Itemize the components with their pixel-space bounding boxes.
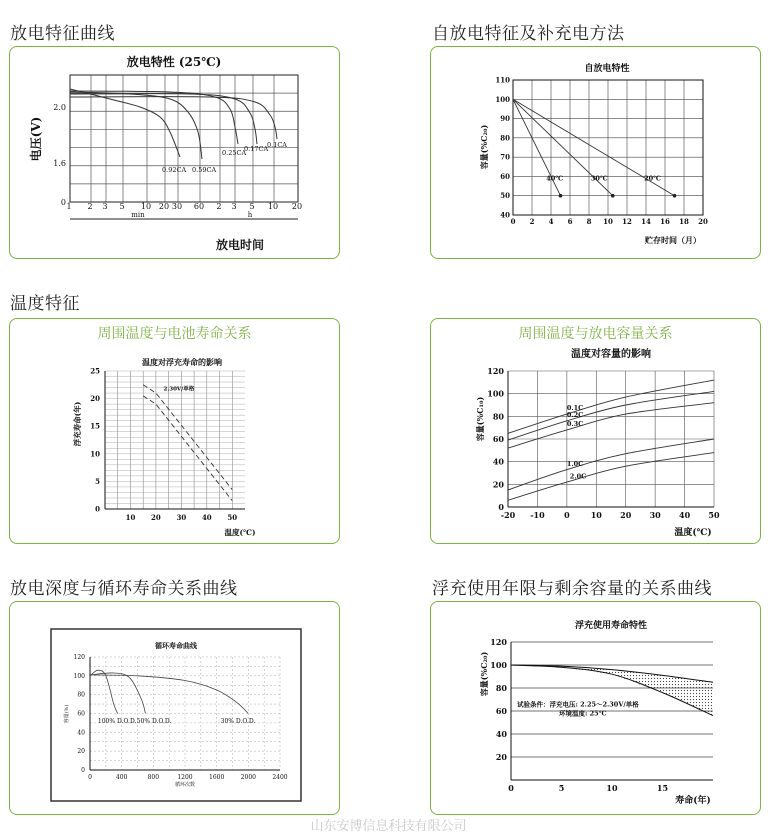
- y-tick-label: 0: [81, 767, 85, 774]
- y-tick-label: 0: [95, 504, 100, 514]
- series-point: [611, 194, 615, 198]
- life-chart: [10, 319, 339, 543]
- x-tick-label: 30: [171, 202, 183, 211]
- series-label: 1.0C: [566, 459, 584, 468]
- y-tick-label: 15: [90, 421, 100, 431]
- y-tick-label: 60: [495, 706, 507, 716]
- series-label: 0.92CA: [162, 166, 187, 174]
- x-tick-label: 1: [66, 202, 72, 211]
- y-tick-label: 50: [500, 191, 510, 201]
- float-chart: [431, 602, 760, 814]
- y-tick-label: 0: [60, 198, 66, 207]
- discharge-curve: [70, 91, 238, 144]
- x-tick-label: 14: [641, 217, 651, 226]
- y-tick-label: 20: [90, 394, 100, 404]
- series-label: 100% D.O.D.: [97, 717, 137, 725]
- y-tick-label: 100: [487, 388, 504, 399]
- x-tick-label: 400: [115, 774, 128, 781]
- y-tick-label: 60: [77, 710, 85, 718]
- tempcap-chart: [431, 319, 760, 543]
- y-tick-label: 110: [495, 75, 510, 85]
- series-point: [559, 194, 563, 198]
- card-selfdischarge: [430, 46, 761, 259]
- selfdischarge-chart: [431, 47, 760, 258]
- y-axis-label: 电压(V): [29, 116, 43, 162]
- capacity-curve: [508, 453, 714, 501]
- x-tick-label: 30: [176, 513, 187, 522]
- x-tick-label: 3: [231, 202, 237, 211]
- chart-title: 浮充使用寿命特性: [574, 621, 648, 631]
- card-title-tempcap: 周围温度与放电容量关系: [518, 326, 673, 342]
- card-life: [9, 318, 340, 544]
- x-tick-label: 20: [620, 510, 632, 520]
- cycle-curve: [90, 670, 118, 713]
- y-tick-label: 80: [500, 133, 510, 143]
- y-tick-label: 120: [487, 366, 504, 376]
- series-label: 30℃: [590, 174, 608, 183]
- x-axis-label: 温度(℃): [224, 528, 256, 537]
- x-tick-label: 0: [88, 774, 92, 781]
- x-axis-label: 寿命(年): [675, 796, 711, 806]
- series-label: 30% D.O.D.: [220, 717, 256, 725]
- unit-label: h: [247, 211, 253, 219]
- test-condition-note: 环境温度: 25℃: [559, 709, 607, 718]
- unit-label: min: [131, 211, 145, 219]
- cycle-curve: [90, 673, 145, 714]
- x-tick-label: -10: [530, 510, 545, 520]
- card-tempcap: [430, 318, 761, 544]
- x-tick-label: 1200: [177, 774, 193, 781]
- x-tick-label: 30: [649, 510, 661, 520]
- x-tick-label: 4: [548, 217, 554, 226]
- y-axis-label: 容量(%C₂₀): [479, 124, 489, 170]
- capacity-curve: [508, 439, 714, 490]
- test-condition-note: 试验条件：浮充电压: 2.25～2.30V/单格: [517, 700, 639, 709]
- y-tick-label: 0: [498, 502, 504, 512]
- x-tick-label: 10: [125, 513, 136, 522]
- series-label: 40℃: [546, 174, 564, 183]
- y-tick-label: 40: [500, 210, 510, 220]
- y-tick-label: 120: [490, 637, 507, 647]
- y-tick-label: 100: [73, 672, 85, 680]
- y-axis-label: 容量(%C₂₀): [479, 651, 489, 697]
- x-tick-label: 3: [102, 202, 108, 211]
- x-tick-label: 2: [529, 217, 535, 226]
- x-tick-label: 20: [151, 513, 161, 522]
- discharge-curve: [70, 97, 277, 139]
- x-tick-label: 40: [679, 510, 691, 520]
- chart-title: 温度对浮充寿命的影响: [142, 357, 222, 367]
- y-tick-label: 80: [492, 411, 504, 422]
- y-axis-label: 浮充寿命(年): [73, 401, 82, 447]
- series-label: 2.0C: [569, 472, 587, 481]
- x-tick-label: 5: [558, 783, 565, 793]
- chart-title: 自放电特性: [584, 64, 630, 74]
- y-tick-label: 80: [77, 691, 85, 699]
- series-label: 0.2C: [566, 411, 584, 420]
- y-tick-label: 40: [77, 729, 85, 737]
- series-label: 0.1CA: [267, 141, 288, 149]
- series-point: [673, 194, 677, 198]
- x-tick-label: 6: [567, 217, 573, 226]
- footer-company: 山东安博信息科技有限公司: [310, 819, 467, 834]
- section-title-temperature: 温度特征: [10, 294, 80, 314]
- x-tick-label: 800: [147, 774, 160, 781]
- x-tick-label: 16: [660, 217, 670, 226]
- series-label: 0.1C: [566, 404, 584, 413]
- y-tick-label: 40: [495, 729, 507, 739]
- x-tick-label: 18: [679, 217, 689, 226]
- x-tick-label: 50: [708, 510, 720, 520]
- chart-title: 温度对容量的影响: [571, 349, 651, 360]
- x-tick-label: 10: [606, 783, 618, 793]
- y-axis-label: 容量(%): [64, 704, 70, 724]
- y-tick-label: 20: [492, 479, 504, 490]
- series-label: 0.3C: [566, 420, 584, 429]
- cycle-chart: [10, 602, 339, 814]
- x-tick-label: 0: [508, 783, 514, 793]
- x-tick-label: 2: [87, 202, 93, 211]
- x-tick-label: 0: [510, 217, 516, 226]
- chart-title: 循环寿命曲线: [155, 641, 197, 650]
- x-tick-label: 15: [656, 783, 669, 793]
- x-tick-label: 0: [564, 510, 570, 520]
- x-tick-label: 50: [227, 513, 238, 522]
- annotation-label: 2.30V/单格: [163, 386, 195, 393]
- x-axis-label: 温度(℃): [674, 528, 712, 538]
- y-tick-label: 40: [492, 456, 504, 467]
- x-axis-label: 循环次数: [174, 782, 196, 788]
- x-tick-label: 20: [158, 202, 170, 211]
- card-cycle: [9, 601, 340, 815]
- series-label: 0.59CA: [192, 166, 217, 174]
- y-tick-label: 20: [77, 748, 85, 756]
- y-tick-label: 25: [90, 366, 100, 376]
- x-tick-label: 10: [603, 217, 613, 226]
- capacity-curve: [508, 391, 714, 440]
- y-tick-label: 5: [95, 476, 100, 486]
- card-title-life: 周围温度与电池寿命关系: [97, 326, 252, 342]
- x-tick-label: 10: [140, 202, 152, 211]
- y-tick-label: 120: [73, 654, 85, 661]
- section-title-cycle: 放电深度与循环寿命关系曲线: [10, 579, 238, 599]
- card-float: [430, 601, 761, 815]
- y-tick-label: 60: [500, 171, 510, 181]
- section-title-selfdischarge: 自放电特征及补充电方法: [432, 24, 625, 44]
- x-tick-label: 5: [249, 202, 255, 211]
- chart-title: 放电特性 (25℃): [126, 55, 222, 69]
- discharge-chart: [10, 47, 339, 258]
- y-axis-label: 容量(%C₁₀): [475, 396, 485, 442]
- x-tick-label: 1600: [209, 774, 225, 781]
- x-tick-label: 40: [201, 513, 212, 522]
- x-axis-label: 贮存时间（月）: [645, 235, 701, 245]
- x-tick-label: 12: [622, 217, 632, 226]
- y-tick-label: 80: [495, 683, 507, 693]
- x-tick-label: 20: [291, 202, 303, 211]
- discharge-curve: [70, 92, 202, 159]
- x-tick-label: 8: [586, 217, 592, 226]
- y-tick-label: 60: [492, 434, 504, 444]
- series-label: 20℃: [644, 174, 661, 183]
- x-tick-label: 2400: [272, 774, 288, 781]
- y-tick-label: 10: [90, 449, 100, 459]
- x-tick-label: 20: [698, 217, 708, 226]
- y-tick-label: 20: [495, 752, 507, 762]
- y-tick-label: 70: [500, 152, 510, 162]
- section-title-discharge: 放电特征曲线: [10, 24, 115, 44]
- x-tick-label: 10: [267, 202, 279, 211]
- y-tick-label: 90: [500, 114, 510, 124]
- discharge-curve: [70, 94, 257, 144]
- x-tick-label: 2000: [240, 774, 256, 781]
- series-label: 0.17CA: [244, 145, 269, 153]
- series-label: 50% D.O.D.: [136, 717, 172, 725]
- x-tick-label: 10: [590, 510, 602, 520]
- series-label: 0.25CA: [222, 149, 247, 157]
- card-discharge: [9, 46, 340, 259]
- y-tick-label: 2.0: [53, 103, 66, 112]
- discharge-curve: [70, 89, 180, 157]
- y-tick-label: 100: [495, 94, 510, 104]
- x-axis-label: 放电时间: [215, 238, 265, 252]
- section-title-float: 浮充使用年限与剩余容量的关系曲线: [432, 579, 712, 599]
- x-tick-label: -20: [500, 510, 516, 520]
- y-tick-label: 100: [490, 660, 507, 670]
- x-tick-label: 2: [216, 202, 222, 211]
- x-tick-label: 5: [119, 202, 125, 211]
- y-tick-label: 1.6: [53, 159, 66, 168]
- capacity-curve: [508, 403, 714, 448]
- x-tick-label: 60: [193, 202, 205, 211]
